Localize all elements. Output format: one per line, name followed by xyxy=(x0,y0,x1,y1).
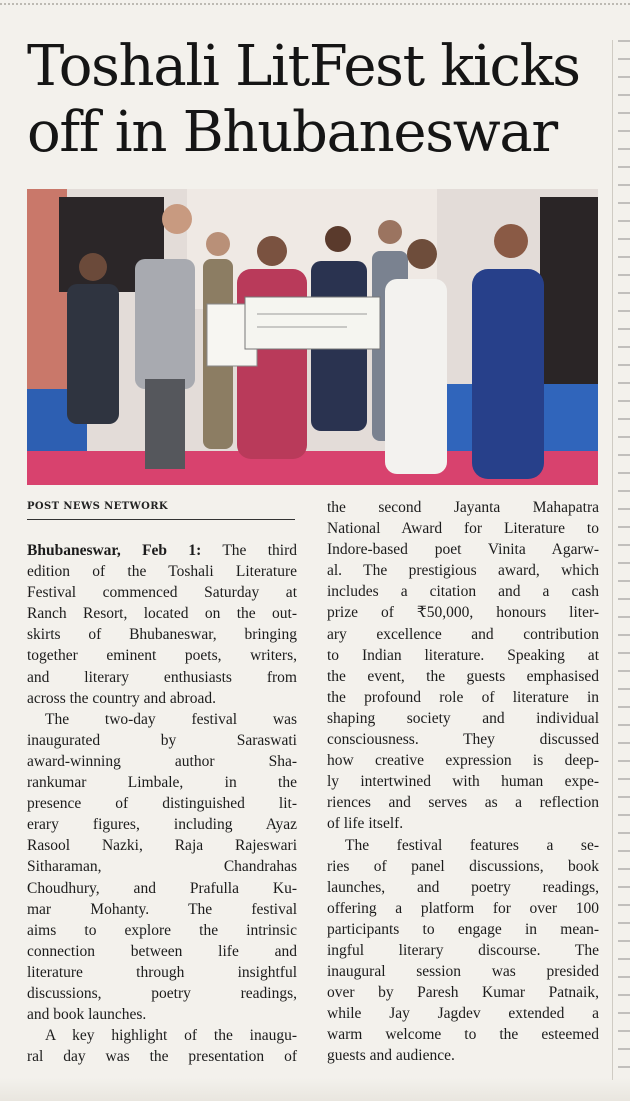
text-line: ries of panel discussions, book xyxy=(327,857,599,875)
text-line: prize of ₹50,000, honours liter- xyxy=(327,604,599,622)
paragraph-3-continued xyxy=(327,497,599,835)
top-dotted-rule xyxy=(0,3,630,5)
text-line: Sitharaman, Chandrahas xyxy=(27,858,297,876)
text-line: presence of distinguished lit- xyxy=(27,795,297,813)
article-column-right xyxy=(327,497,599,1067)
event-photo xyxy=(27,189,598,485)
text-line: shaping society and individual xyxy=(327,709,599,727)
text-line: ral day was the presentation of xyxy=(27,1048,297,1066)
text-line: Rasool Nazki, Raja Rajeswari xyxy=(27,837,297,855)
bottom-fade xyxy=(0,1078,630,1101)
byline: POST NEWS NETWORK xyxy=(27,501,169,512)
text-line: ary excellence and contribution xyxy=(327,625,599,643)
text-line: across the country and abroad. xyxy=(27,689,216,707)
text-line: Ranch Resort, located on the out- xyxy=(27,605,297,623)
text-line: The festival features a se- xyxy=(345,836,599,854)
text-line: National Award for Literature to xyxy=(327,520,599,538)
headline xyxy=(27,34,607,166)
paragraph-1 xyxy=(27,540,297,709)
adjacent-column-edge xyxy=(618,40,630,1080)
text-line: Choudhury, and Prafulla Ku- xyxy=(27,879,297,897)
text-line: Festival commenced Saturday at xyxy=(27,584,297,602)
text-line: launches, and poetry readings, xyxy=(327,878,599,896)
text-line: Indore-based poet Vinita Agarw- xyxy=(327,541,599,559)
text-line: while Jay Jagdev extended a xyxy=(327,1005,599,1023)
text-line: consciousness. They discussed xyxy=(327,731,599,749)
byline-rule xyxy=(27,519,295,520)
text-line: erary figures, including Ayaz xyxy=(27,816,297,834)
text-line: together eminent poets, writers, xyxy=(27,647,297,665)
text-line: ingful literary discourse. The xyxy=(327,941,599,959)
text-line: includes a citation and a cash xyxy=(327,583,599,601)
article-column-left xyxy=(27,540,297,1067)
text-line: ly intertwined with human expe- xyxy=(327,773,599,791)
text-line: guests and audience. xyxy=(327,1047,455,1065)
text-line: A key highlight of the inaugu- xyxy=(45,1027,297,1045)
headline-line-1: Toshali LitFest kicks xyxy=(27,34,580,99)
text-line: the event, the guests emphasised xyxy=(327,667,599,685)
text-line: mar Mohanty. The festival xyxy=(27,900,297,918)
text-line: rankumar Limbale, in the xyxy=(27,774,297,792)
text-line: participants to engage in mean- xyxy=(327,920,599,938)
dateline: Bhubaneswar, Feb 1: xyxy=(27,542,202,559)
text-line: of life itself. xyxy=(327,815,404,833)
text-line: the profound role of literature in xyxy=(327,688,599,706)
text-line: inaugurated by Saraswati xyxy=(27,731,297,749)
text-line: edition of the Toshali Literature xyxy=(27,563,297,581)
paragraph-2 xyxy=(27,709,297,1025)
text-line: over by Paresh Kumar Patnaik, xyxy=(327,984,599,1002)
paragraph-4 xyxy=(327,835,599,1067)
text-line: connection between life and xyxy=(27,942,297,960)
text-line: al. The prestigious award, which xyxy=(327,562,599,580)
text-line-rest: The third xyxy=(201,542,298,559)
text-line: and literary enthusiasts from xyxy=(27,668,297,686)
text-line: warm welcome to the esteemed xyxy=(327,1026,599,1044)
text-line: award-winning author Sha- xyxy=(27,752,297,770)
text-line: riences and serves as a reflection xyxy=(327,794,599,812)
text-line: aims to explore the intrinsic xyxy=(27,921,297,939)
text-line: discussions, poetry readings, xyxy=(27,984,297,1002)
text-line xyxy=(27,540,297,561)
text-line: literature through insightful xyxy=(27,963,297,981)
column-edge-rule xyxy=(612,40,613,1080)
text-line: inaugural session was presided xyxy=(327,963,599,981)
text-line: how creative expression is deep- xyxy=(327,752,599,770)
text-line: skirts of Bhubaneswar, bringing xyxy=(27,626,297,644)
text-line: the second Jayanta Mahapatra xyxy=(327,499,599,516)
text-line: The two-day festival was xyxy=(45,710,297,728)
text-line: offering a platform for over 100 xyxy=(327,899,599,917)
headline-line-2: off in Bhubaneswar xyxy=(27,100,557,165)
award-ceremony-illustration xyxy=(27,189,598,485)
text-line: and book launches. xyxy=(27,1006,147,1024)
paragraph-3 xyxy=(27,1025,297,1067)
text-line: to Indian literature. Speaking at xyxy=(327,646,599,664)
